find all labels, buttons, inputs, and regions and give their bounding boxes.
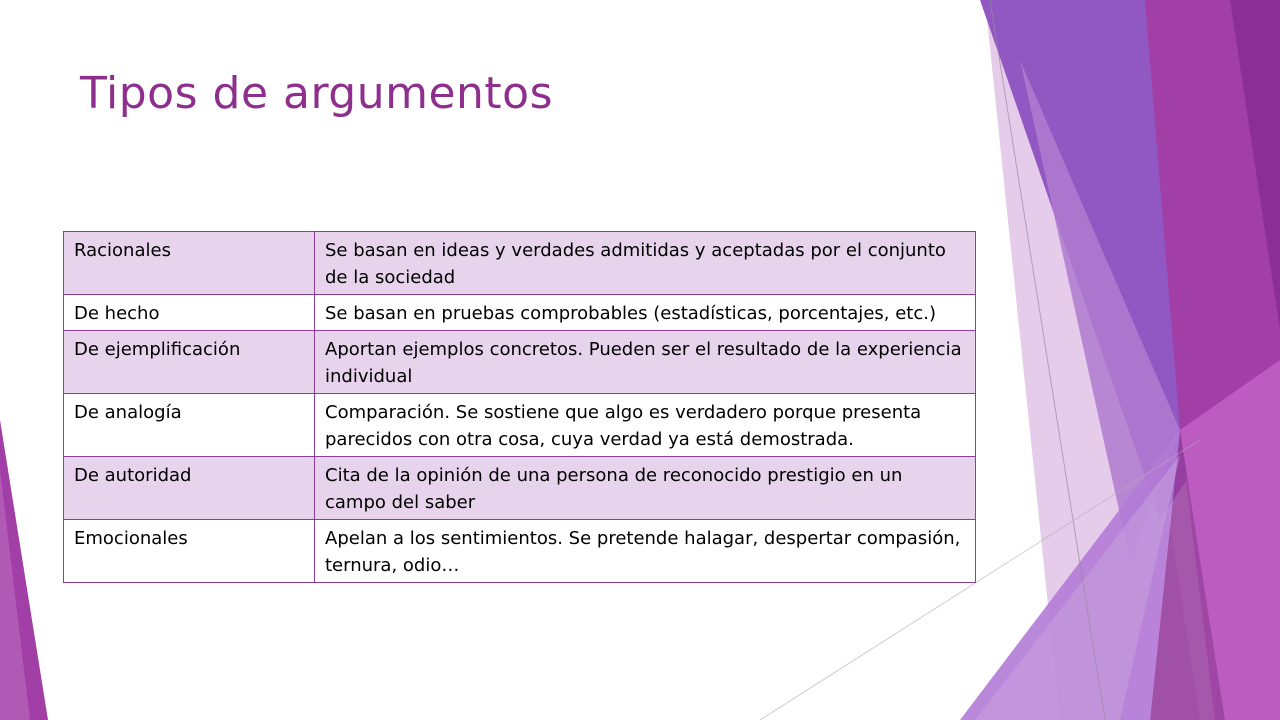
term-cell: De hecho xyxy=(64,295,315,331)
slide-title: Tipos de argumentos xyxy=(80,68,554,119)
term-cell: De analogía xyxy=(64,394,315,457)
table xyxy=(63,231,976,583)
definition-cell: Apelan a los sentimientos. Se pretende halagar, despertar compasión, ternura, odio… xyxy=(315,520,976,583)
definition-cell: Aportan ejemplos concretos. Pueden ser el resultado de la experiencia individual xyxy=(315,331,976,394)
argument-types-table xyxy=(63,231,976,583)
definition-cell: Comparación. Se sostiene que algo es verdadero porque presenta parecidos con otra cosa, cuya verdad ya está demostrada. xyxy=(315,394,976,457)
table-row xyxy=(64,232,976,295)
table-row xyxy=(64,295,976,331)
table-row xyxy=(64,520,976,583)
definition-cell: Se basan en ideas y verdades admitidas y aceptadas por el conjunto de la sociedad xyxy=(315,232,976,295)
term-cell: Emocionales xyxy=(64,520,315,583)
table-row xyxy=(64,394,976,457)
definition-cell: Cita de la opinión de una persona de reconocido prestigio en un campo del saber xyxy=(315,457,976,520)
table-row xyxy=(64,457,976,520)
table-row xyxy=(64,331,976,394)
definition-cell: Se basan en pruebas comprobables (estadísticas, porcentajes, etc.) xyxy=(315,295,976,331)
term-cell: Racionales xyxy=(64,232,315,295)
term-cell: De autoridad xyxy=(64,457,315,520)
term-cell: De ejemplificación xyxy=(64,331,315,394)
